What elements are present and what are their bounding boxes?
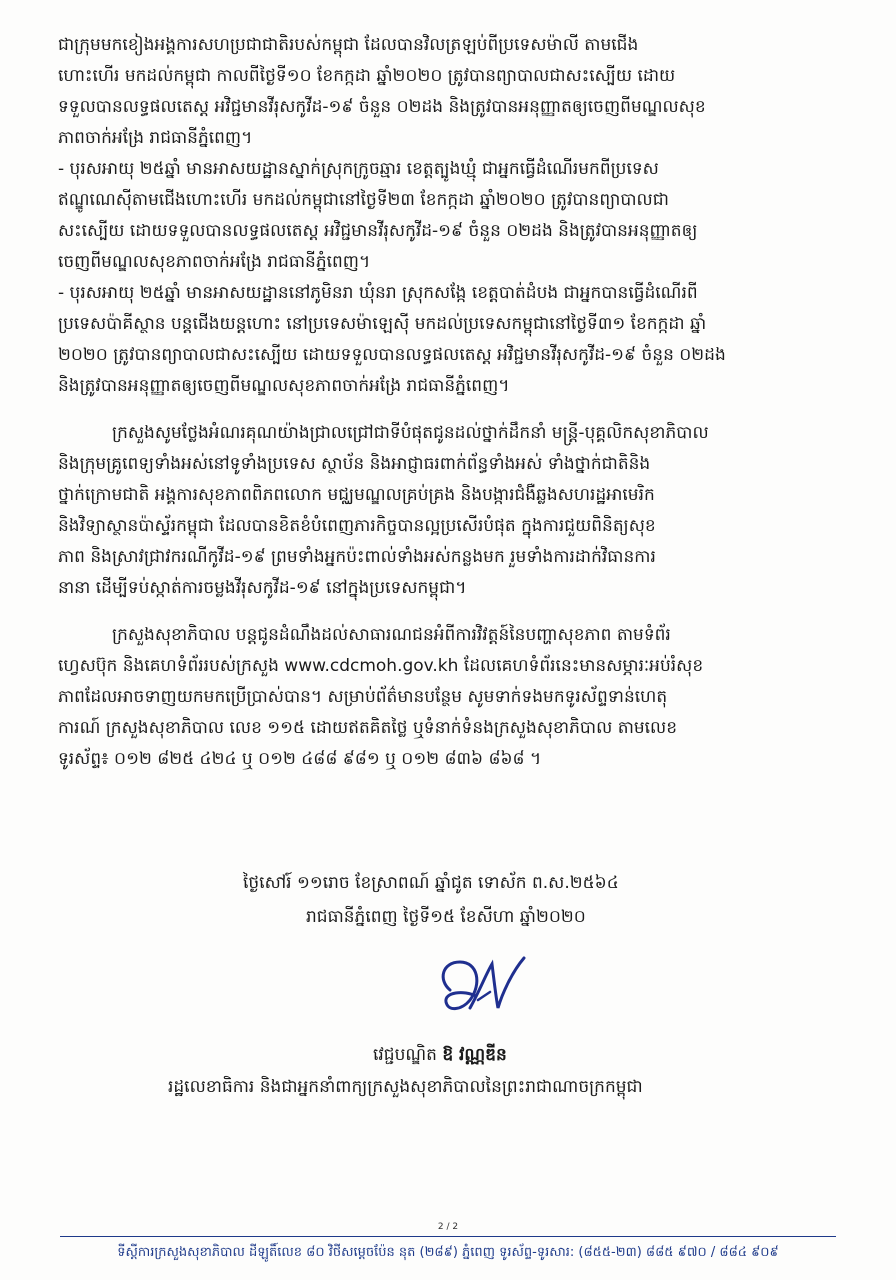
- document-body: [58, 30, 840, 775]
- text-line: និងត្រូវបានអនុញ្ញាតឲ្យចេញពីមណ្ឌលសុខភាពចាក់អង្រែ រាជធានីភ្នំពេញ។: [58, 376, 510, 396]
- signer-prefix: វេជ្ជបណ្ឌិត: [373, 1045, 443, 1065]
- text-line: ក្រសួងសុខាភិបាល បន្តជូនដំណឹងដល់សាធារណជនអំពីការវិវត្តន៍នៃបញ្ហាសុខភាព តាមទំព័រ: [112, 625, 671, 645]
- text-line: នានា ដើម្បីទប់ស្កាត់ការចម្លងវីរុសកូវីដ-១៩ នៅក្នុងប្រទេសកម្ពុជា។: [58, 578, 467, 598]
- text-line: ប្រទេសប៉ាគីស្ថាន បន្តជើងយន្តហោះ នៅប្រទេសម៉ាឡេស៊ី មកដល់ប្រទេសកម្ពុជានៅថ្ងៃទី៣១ ខែកក្កដា ឆ្នាំ: [58, 314, 707, 334]
- paragraph-case-pakistan: [58, 278, 840, 402]
- text-line: ថ្នាក់ក្រោមជាតិ អង្គការសុខភាពពិភពលោក មជ្ឈមណ្ឌលគ្រប់គ្រង និងបង្ការជំងឺឆ្លងសហរដ្ឋអាមេរិក: [58, 485, 655, 505]
- paragraph-returnee-mali: [58, 30, 840, 154]
- text-line: ក្រសួងសូមថ្លែងអំណរគុណយ៉ាងជ្រាលជ្រៅជាទីបំផុតជូនដល់ថ្នាក់ដឹកនាំ មន្ត្រី-បុគ្គលិកសុខាភិបាល: [112, 423, 709, 443]
- footer-divider: [60, 1236, 836, 1237]
- paragraph-case-indonesia: [58, 154, 840, 278]
- text-line: ទទួលបានលទ្ធផលតេស្ត អវិជ្ជមានវីរុសកូវីដ-១៩ ចំនួន ០២ដង និងត្រូវបានអនុញ្ញាតឲ្យចេញពីមណ្ឌលសុខ: [58, 97, 706, 117]
- paragraph-acknowledgement: [58, 418, 840, 604]
- signer-name: [373, 1044, 507, 1069]
- page-number: 2 / 2: [437, 1222, 459, 1232]
- text-line: ទូរស័ព្ទ៖ ០១២ ៨២៥ ៤២៤ ឬ ០១២ ៤៨៨ ៩៨១ ឬ ០១២ ៨៣៦ ៨៦៨ ។: [58, 749, 542, 769]
- solar-date: រាជធានីភ្នំពេញ ថ្ងៃទី១៥ ខែសីហា ឆ្នាំ២០២០: [306, 907, 586, 927]
- text-line: និងក្រុមគ្រូពេទ្យទាំងអស់នៅទូទាំងប្រទេស ស្ថាប័ន និងអាជ្ញាធរពាក់ព័ន្ធទាំងអស់ ទាំងថ្នាក់ជាតិនិង: [58, 454, 651, 474]
- paragraph-contact-info: [58, 620, 840, 775]
- text-line: ហ្វេសប៊ុក និងគេហទំព័ររបស់ក្រសួង www.cdcmoh.gov.kh ដែលគេហទំព័រនេះមានសម្ភារៈអប់រំសុខ: [58, 656, 704, 676]
- text-line: ហោះហើរ មកដល់កម្ពុជា កាលពីថ្ងៃទី១០ ខែកក្កដា ឆ្នាំ២០២០ ត្រូវបានព្យាបាលជាសះស្បើយ ដោយ: [58, 66, 676, 86]
- footer-address: ទីស្តីការក្រសួងសុខាភិបាល ដីឡូតិ៍លេខ ៨០ វិថីសម្តេចប៉ែន នុត (២៨៩) ភ្នំពេញ ទូរស័ព្ទ-ទូរសារ: (៨៥៥-២៣) ៨៨៥ ៩៧០ / ៨៨៤ ៩០៩: [117, 1245, 779, 1260]
- lunar-date: ថ្ងៃសៅរ៍ ១១រោច ខែស្រាពណ៍ ឆ្នាំជូត ទោស័ក ព.ស.២៥៦៤: [243, 873, 619, 893]
- text-line: ២០២០ ត្រូវបានព្យាបាលជាសះស្បើយ ដោយទទួលបានលទ្ធផលតេស្ត អវិជ្ជមានវីរុសកូវីដ-១៩ ចំនួន ០២ដង: [58, 345, 726, 365]
- text-line: ភាពដែលអាចទាញយកមកប្រើប្រាស់បាន។ សម្រាប់ព័ត៌មានបន្ថែម សូមទាក់ទងមកទូរស័ព្ទទាន់ហេតុ: [58, 687, 668, 707]
- text-line: សះស្បើយ ដោយទទួលបានលទ្ធផលតេស្ត អវិជ្ជមានវីរុសកូវីដ-១៩ ចំនួន ០២ដង និងត្រូវបានអនុញ្ញាតឲ្យ: [58, 221, 698, 241]
- text-line: ជាក្រុមមកខៀងអង្គការសហប្រជាជាតិរបស់កម្ពុជា ដែលបានវិលត្រឡប់ពីប្រទេសម៉ាលី តាមជើង: [58, 35, 639, 55]
- text-line: និងវិទ្យាស្ថានប៉ាស្ទ័រកម្ពុជា ដែលបានខិតខំបំពេញភារកិច្ចបានល្អប្រសើរបំផុត ក្នុងការជួយពិនិត្យសុខ: [58, 516, 656, 536]
- text-line: - បុរសអាយុ ២៥ឆ្នាំ មានអាសយដ្ឋានស្នាក់ស្រុកក្រូចឆ្មារ ខេត្តត្បូងឃ្មុំ ជាអ្នកធ្វើដំណើរមកពីប្រទេស: [58, 159, 659, 179]
- text-line: - បុរសអាយុ ២៥ឆ្នាំ មានអាសយដ្ឋាននៅភូមិនរា ឃុំនរា ស្រុកសង្កែ ខេត្តបាត់ដំបង ជាអ្នកបានធ្វើដំណើរពី: [58, 283, 698, 303]
- signer-title: រដ្ឋលេខាធិការ និងជាអ្នកនាំពាក្យក្រសួងសុខាភិបាលនៃព្រះរាជាណាចក្រកម្ពុជា: [168, 1077, 643, 1097]
- text-line: ឥណ្ឌូណេស៊ីតាមជើងហោះហើរ មកដល់កម្ពុជានៅថ្ងៃទី២៣ ខែកក្កដា ឆ្នាំ២០២០ ត្រូវបានព្យាបាលជា: [58, 190, 669, 210]
- signer-full-name: ឱ វណ្ណឌីន: [442, 1045, 507, 1065]
- text-line: ភាព និងស្រាវជ្រាវករណីកូវីដ-១៩ ព្រមទាំងអ្នកប៉ះពាល់ទាំងអស់កន្លងមក រួមទាំងការដាក់វិធានការ: [58, 547, 656, 567]
- text-line: ចេញពីមណ្ឌលសុខភាពចាក់អង្រែ រាជធានីភ្នំពេញ។: [58, 252, 371, 272]
- text-line: ការណ៍ ក្រសួងសុខាភិបាល លេខ ១១៥ ដោយឥតគិតថ្លៃ ឬទំនាក់ទំនងក្រសួងសុខាភិបាល តាមលេខ: [58, 718, 678, 738]
- signature-image: [420, 950, 540, 1030]
- text-line: ភាពចាក់អង្រែ រាជធានីភ្នំពេញ។: [58, 128, 253, 148]
